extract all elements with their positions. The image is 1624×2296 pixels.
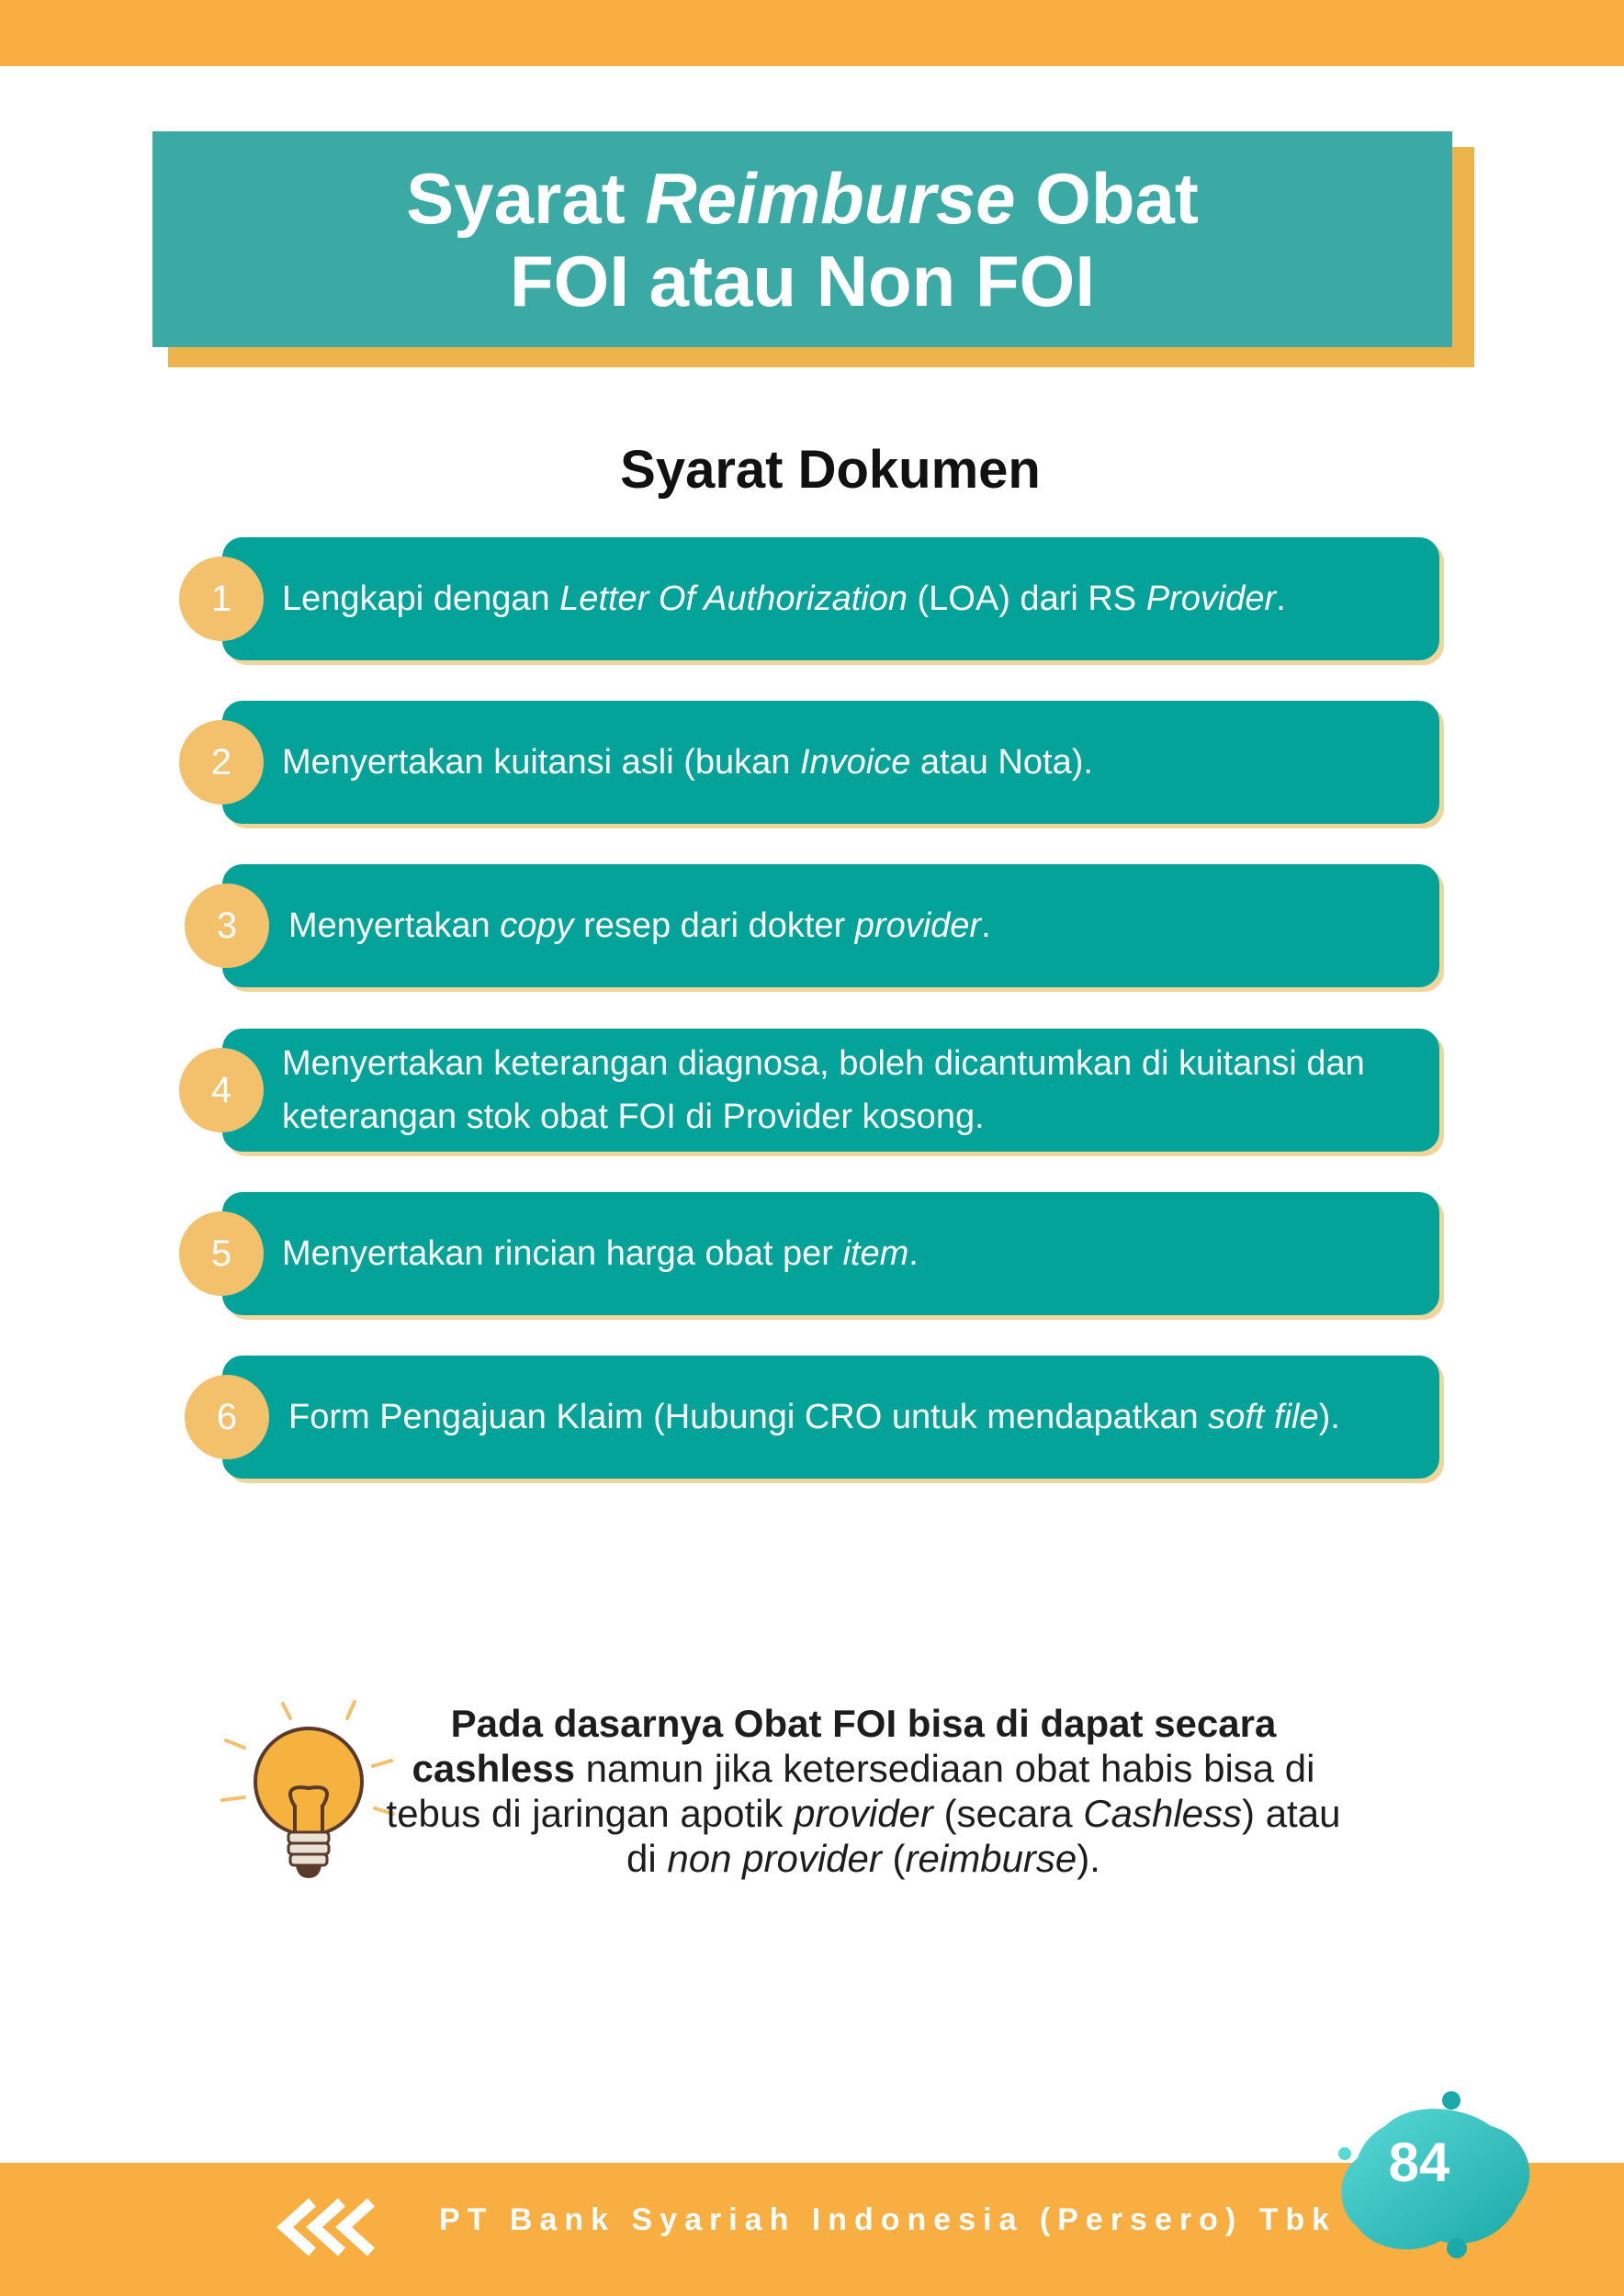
chevrons-left-icon — [276, 2197, 386, 2257]
title-line-1: Syarat Reimburse Obat — [406, 157, 1199, 239]
section-heading: Syarat Dokumen — [620, 440, 1041, 500]
top-band — [0, 0, 1624, 66]
requirement-text: Menyertakan rincian harga obat per item. — [282, 1234, 919, 1273]
requirement-text: Menyertakan copy resep dari dokter provider. — [288, 906, 991, 945]
requirement-number: 2 — [179, 720, 264, 805]
title-line-2: FOI atau Non FOI — [510, 240, 1095, 321]
requirement-text: Lengkapi dengan Letter Of Authorization (LOA) dari RS Provider. — [282, 580, 1286, 618]
requirement-text: Form Pengajuan Klaim (Hubungi CRO untuk mendapatkan soft file). — [288, 1398, 1340, 1436]
requirement-number: 5 — [179, 1211, 264, 1296]
requirement-item-3 — [179, 864, 1442, 987]
requirement-number: 1 — [179, 557, 264, 641]
requirement-number: 3 — [185, 884, 269, 968]
requirement-item-2 — [179, 701, 1442, 824]
title-banner — [152, 131, 1452, 347]
requirement-number: 6 — [185, 1375, 269, 1459]
requirement-text: Menyertakan kuitansi asli (bukan Invoice atau Nota). — [282, 743, 1093, 782]
page-number: 84 — [1388, 2132, 1450, 2193]
requirement-item-5 — [179, 1192, 1442, 1315]
requirement-number: 4 — [179, 1048, 264, 1132]
requirement-item-1 — [179, 537, 1442, 660]
requirement-item-4 — [179, 1029, 1442, 1152]
note-text: Pada dasarnya Obat FOI bisa di dapat secara cashless namun jika ketersediaan obat habis bisa di tebus di jaringan apotik provider (secara Cashless) atau di non provider (reimburse). — [386, 1702, 1341, 1880]
footer-company: PT Bank Syariah Indonesia (Persero) Tbk — [439, 2202, 1337, 2237]
requirement-item-6 — [179, 1356, 1442, 1479]
requirement-text: Menyertakan keterangan diagnosa, boleh dicantumkan di kuitansi dan keterangan stok obat FOI di Provider kosong. — [282, 1044, 1365, 1136]
